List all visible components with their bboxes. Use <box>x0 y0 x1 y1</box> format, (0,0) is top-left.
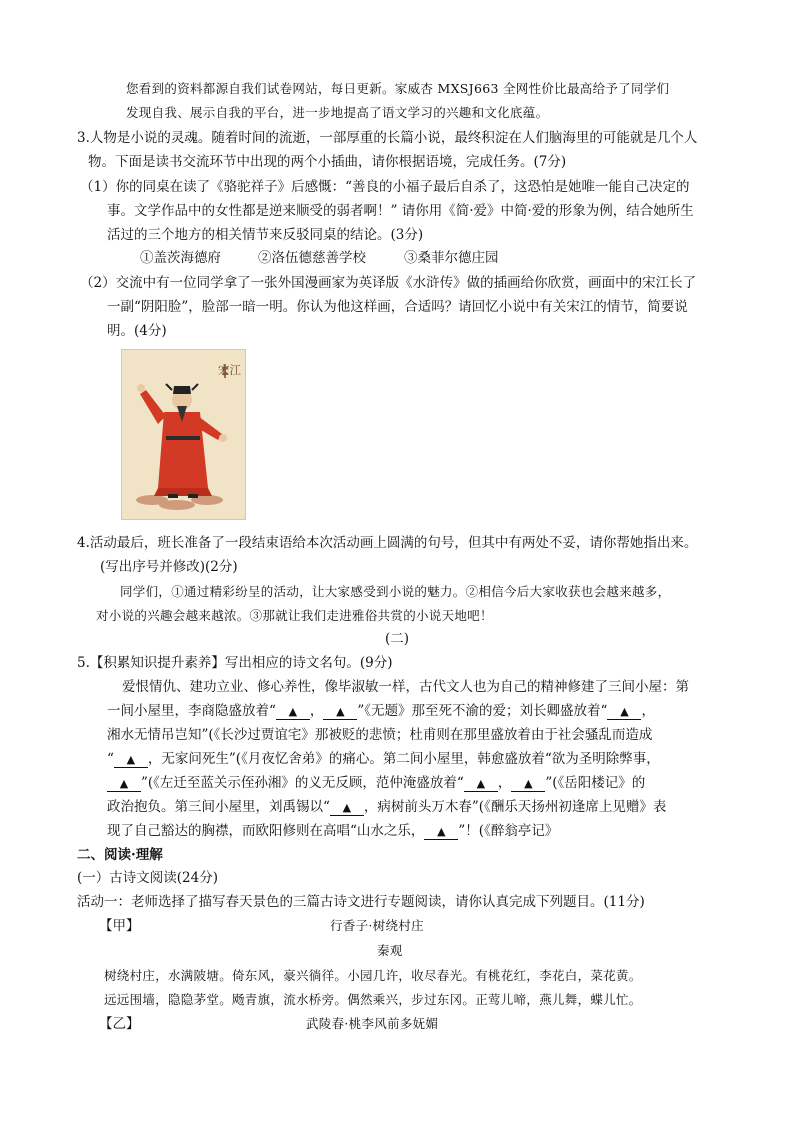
q5-line-7: 政治抱负。第三间小屋里，刘禹锡以“ ▲ ，病树前头万木春”(《酬乐天扬州初逢席上见赠》表 <box>107 799 667 815</box>
q3-part1-line-3: 活过的三个地方的相关情节来反驳同桌的结论。(3分) <box>107 227 424 243</box>
blank[interactable]: ▲ <box>607 705 641 720</box>
blank[interactable]: ▲ <box>114 753 148 768</box>
q3-part2-line-1: （2）交流中有一位同学拿了一张外国漫画家为英译版《水浒传》做的插画给你欣赏，画面中的宋江长了 <box>80 275 697 291</box>
blank[interactable]: ▲ <box>424 825 458 840</box>
q5-line-5: “ ▲ ，无家问死生”(《月夜忆舍弟》的痛心。第二间小屋里，韩愈盛放着“欲为圣明除弊事， <box>107 751 660 767</box>
q3-option-3: ③桑菲尔德庄园 <box>404 250 499 266</box>
part-two-title: 二、阅读·理解 <box>77 847 163 863</box>
q5-line-6: ▲ ”(《左迁至蓝关示侄孙湘》的义无反顾，范仲淹盛放着“ ▲ ， ▲ ”(《岳阳楼记》的 <box>107 773 645 793</box>
q3-option-2: ②洛伍德慈善学校 <box>258 250 366 266</box>
blank[interactable]: ▲ <box>330 801 364 816</box>
q3-part1-line-2: 事。文学作品中的女性都是逆来顺受的弱者啊！” 请你用《简·爱》中简·爱的形象为例，结合她所生 <box>107 203 694 219</box>
poem-yi-title: 武陵春·桃李风前多妩媚 <box>306 1016 439 1031</box>
q3-line-2: 物。下面是读书交流环节中出现的两个小插曲，请你根据语境，完成任务。(7分) <box>88 154 567 170</box>
q3-part1-line-1: （1）你的同桌在读了《骆驼祥子》后感慨：“善良的小福子最后自杀了，这恐怕是她唯一能自己决定的 <box>80 179 690 195</box>
intro-line-1: 您看到的资料都源自我们试卷网站，每日更新。家威杏 MXSJ663 全网性价比最高给予了同学们 <box>126 81 670 96</box>
poem-jia-label: 【甲】 <box>99 918 140 934</box>
blank[interactable]: ▲ <box>107 777 141 792</box>
q4-line-1: 4.活动最后，班长准备了一段结束语给本次活动画上圆满的句号，但其中有两处不妥，请你帮她指出来。 <box>77 535 698 551</box>
section-two-heading: (二) <box>384 631 410 647</box>
intro-line-2: 发现自我、展示自我的平台，进一步地提高了语文学习的兴趣和文化底蕴。 <box>126 105 549 120</box>
part-two-subsection: (一）古诗文阅读(24分) <box>77 870 218 886</box>
q4-line-4: 对小说的兴趣会越来越浓。③那就让我们走进雅俗共赏的小说天地吧！ <box>96 608 493 623</box>
poem-jia-title: 行香子·树绕村庄 <box>330 918 424 933</box>
q5-line-2: 爱恨情仇、建功立业、修心养性，像毕淑敏一样，古代文人也为自己的精神修建了三间小屋：第 <box>122 679 689 695</box>
q3-part2-line-3: 明。(4分) <box>107 323 167 339</box>
q4-line-2: (写出序号并修改)(2分) <box>100 559 238 575</box>
q5-line-3: 一间小屋里，李商隐盛放着“ ▲ ， ▲ ”《无题》那至死不渝的爱；刘长卿盛放着“ ▲ ， <box>107 703 655 719</box>
activity-one: 活动一：老师选择了描写春天景色的三篇古诗文进行专题阅读，请你认真完成下列题目。(11分) <box>77 894 645 910</box>
poem-yi-label: 【乙】 <box>99 1016 140 1032</box>
poem-jia-author: 秦观 <box>377 943 403 958</box>
q5-line-1: 5.【积累知识提升素养】写出相应的诗文名句。(9分) <box>77 655 393 671</box>
q5-line-4: 湘水无情吊岂知”(《长沙过贾谊宅》那被贬的悲愤；杜甫则在那里盛放着由于社会骚乱而造成 <box>107 727 653 743</box>
poem-jia-line-1: 树绕村庄，水满陂塘。倚东风，豪兴徜徉。小园几许，收尽春光。有桃花红，李花白，菜花黄。 <box>104 968 642 983</box>
q5-line-8: 现了自己豁达的胸襟，而欧阳修则在高唱“山水之乐， ▲ ”！(《醉翁亭记》 <box>107 823 559 839</box>
blank[interactable]: ▲ <box>511 777 545 792</box>
q3-line-1: 3.人物是小说的灵魂。随着时间的流逝，一部厚重的长篇小说，最终积淀在人们脑海里的可能就是几个人 <box>77 130 698 146</box>
illustration-caption: 宋江 <box>218 363 241 377</box>
q4-line-3: 同学们，①通过精彩纷呈的活动，让大家感受到小说的魅力。②相信今后大家收获也会越来越多， <box>120 584 671 599</box>
poem-jia-line-2: 远远围墙，隐隐茅堂。飏青旗，流水桥旁。偶然乘兴，步过东冈。正莺儿啼，燕儿舞，蝶儿忙。 <box>104 992 642 1007</box>
blank[interactable]: ▲ <box>464 777 498 792</box>
q3-option-1: ①盖茨海德府 <box>140 250 221 266</box>
blank[interactable]: ▲ <box>323 705 357 720</box>
q3-part2-line-2: 一副“阴阳脸”，脸部一暗一明。你认为他这样画，合适吗？请回忆小说中有关宋江的情节，简要说 <box>107 299 688 315</box>
blank[interactable]: ▲ <box>276 705 310 720</box>
